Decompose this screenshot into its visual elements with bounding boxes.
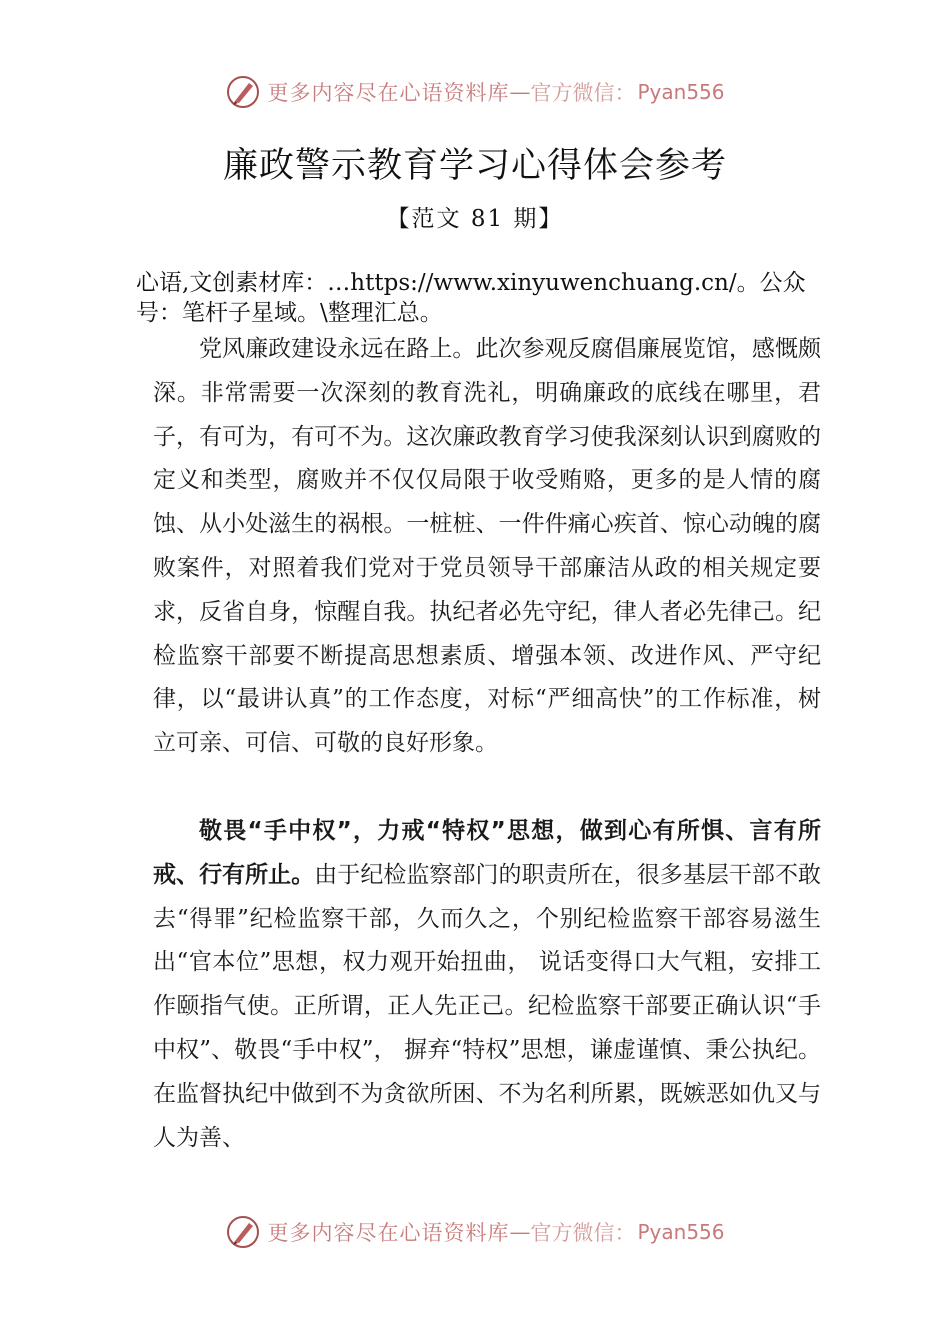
document-title: 廉政警示教育学习心得体会参考 bbox=[222, 146, 727, 186]
banner-text: 更多内容尽在心语资料库 bbox=[267, 81, 510, 105]
pen-nib-logo-icon bbox=[225, 74, 261, 110]
header-banner bbox=[0, 70, 950, 114]
banner-wechat-id: Pyan556 bbox=[637, 80, 725, 104]
source-note: 心语,文创素材库：…https://www.xinyuwenchuang.cn/。公众号：笔杆子星域。\整理汇总。 bbox=[136, 270, 806, 326]
banner-separator: — bbox=[509, 1220, 531, 1244]
paragraph-1: 党风廉政建设永远在路上。此次参观反腐倡廉展览馆，感慨颇深。非常需要一次深刻的教育洗礼，明确廉政的底线在哪里，君子，有可为，有可不为。这次廉政教育学习使我深刻认识到腐败的定义和类型，腐败并不仅仅局限于收受贿赂，更多的是人情的腐蚀、从小处滋生的祸根。一桩桩、一件件痛心疾首、惊心动魄的腐败案件，对照着我们党对于党员领导干部廉洁从政的相关规定要求，反省自身，惊醒自我。执纪者必先守纪，律人者必先律己。纪检监察干部要不断提高思想素质、增强本领、改进作风、严守纪律，以“最讲认真”的工作态度，对标“严细高快”的工作标准，树立可亲、可信、可敬的良好形象。 bbox=[153, 336, 821, 757]
paragraph-2 bbox=[153, 810, 821, 1160]
document-subtitle: 【范文 81 期】 bbox=[386, 206, 564, 232]
pen-nib-logo-icon bbox=[225, 1214, 261, 1250]
paragraph-2-heading: 敬畏“手中权”，力戒“特权”思想，做到心有所惧、言有所戒、行有所止。 bbox=[153, 818, 821, 888]
paragraph-2-body: 由于纪检监察部门的职责所在，很多基层干部不敢去“得罪”纪检监察干部，久而久之，个别纪检监察干部容易滋生出“官本位”思想，权力观开始扭曲， 说话变得口大气粗，安排工作颐指气使。正所谓，正人先正己。纪检监察干部要正确认识“手中权”、敬畏“手中权”， 摒弃“特权”思想，谦虚谨慎、秉公执纪。在监督执纪中做到不为贪欲所困、不为名利所累，既嫉恶如仇又与人为善、 bbox=[153, 861, 822, 1151]
footer-banner bbox=[0, 1210, 950, 1254]
banner-wechat-label: 官方微信： bbox=[530, 1221, 636, 1245]
banner-text: 更多内容尽在心语资料库 bbox=[267, 1221, 510, 1245]
banner-wechat-label: 官方微信： bbox=[530, 81, 636, 105]
banner-separator: — bbox=[509, 80, 531, 104]
banner-wechat-id: Pyan556 bbox=[637, 1220, 725, 1244]
